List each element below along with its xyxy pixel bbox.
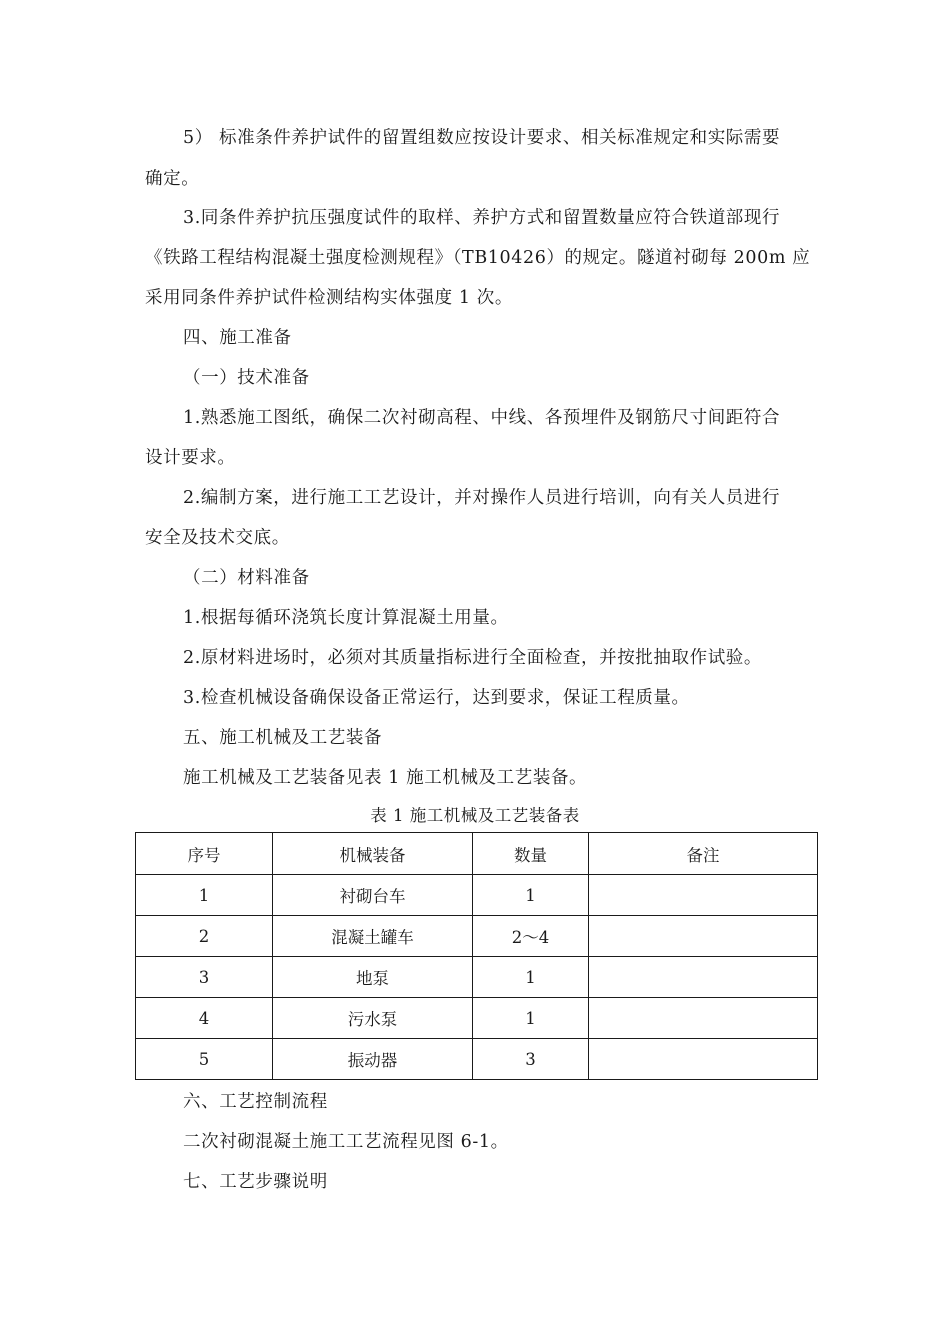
header-index: 序号	[136, 833, 273, 875]
cell-equipment: 地泵	[273, 957, 473, 998]
section-heading: 五、施工机械及工艺装备	[183, 728, 383, 748]
table-row	[136, 916, 818, 957]
cell-equipment: 污水泵	[273, 998, 473, 1039]
paragraph-line: 采用同条件养护试件检测结构实体强度 1 次。	[145, 288, 513, 308]
cell-index: 4	[136, 998, 273, 1039]
cell-remarks	[589, 916, 818, 957]
paragraph-line: 安全及技术交底。	[145, 528, 290, 548]
table-header-row	[136, 833, 818, 875]
paragraph-line: 二次衬砌混凝土施工工艺流程见图 6-1。	[183, 1132, 509, 1152]
section-heading: 四、施工准备	[183, 328, 292, 348]
section-heading: 六、工艺控制流程	[183, 1092, 328, 1112]
cell-quantity: 1	[473, 998, 589, 1039]
paragraph-line: 施工机械及工艺装备见表 1 施工机械及工艺装备。	[183, 768, 588, 788]
cell-quantity: 1	[473, 957, 589, 998]
cell-remarks	[589, 1039, 818, 1080]
cell-equipment: 衬砌台车	[273, 875, 473, 916]
paragraph-line: 1.根据每循环浇筑长度计算混凝土用量。	[183, 608, 509, 628]
subsection-heading: （一）技术准备	[183, 368, 310, 388]
paragraph-line: 2.编制方案，进行施工工艺设计，并对操作人员进行培训，向有关人员进行	[183, 488, 781, 508]
paragraph-line: 确定。	[145, 169, 200, 189]
cell-quantity: 2～4	[473, 916, 589, 957]
table-row	[136, 998, 818, 1039]
cell-index: 1	[136, 875, 273, 916]
cell-equipment: 振动器	[273, 1039, 473, 1080]
paragraph-line: 设计要求。	[145, 448, 236, 468]
cell-index: 5	[136, 1039, 273, 1080]
header-quantity: 数量	[473, 833, 589, 875]
cell-quantity: 3	[473, 1039, 589, 1080]
paragraph-line: 《铁路工程结构混凝土强度检测规程》（TB10426）的规定。隧道衬砌每 200m 应	[145, 248, 811, 268]
subsection-heading: （二）材料准备	[183, 568, 310, 588]
table-row	[136, 875, 818, 916]
paragraph-line: 3.检查机械设备确保设备正常运行，达到要求，保证工程质量。	[183, 688, 690, 708]
cell-remarks	[589, 998, 818, 1039]
cell-index: 3	[136, 957, 273, 998]
equipment-table	[135, 832, 818, 1080]
cell-index: 2	[136, 916, 273, 957]
cell-remarks	[589, 875, 818, 916]
header-equipment: 机械装备	[273, 833, 473, 875]
cell-remarks	[589, 957, 818, 998]
paragraph-line: 5） 标准条件养护试件的留置组数应按设计要求、相关标准规定和实际需要	[183, 128, 781, 148]
table-row	[136, 1039, 818, 1080]
header-remarks: 备注	[589, 833, 818, 875]
cell-equipment: 混凝土罐车	[273, 916, 473, 957]
paragraph-line: 2.原材料进场时，必须对其质量指标进行全面检查，并按批抽取作试验。	[183, 648, 762, 668]
section-heading: 七、工艺步骤说明	[183, 1172, 328, 1192]
paragraph-line: 3.同条件养护抗压强度试件的取样、养护方式和留置数量应符合铁道部现行	[183, 208, 781, 228]
paragraph-line: 1.熟悉施工图纸，确保二次衬砌高程、中线、各预埋件及钢筋尺寸间距符合	[183, 408, 781, 428]
table-row	[136, 957, 818, 998]
cell-quantity: 1	[473, 875, 589, 916]
table-caption: 表 1 施工机械及工艺装备表	[370, 806, 580, 825]
